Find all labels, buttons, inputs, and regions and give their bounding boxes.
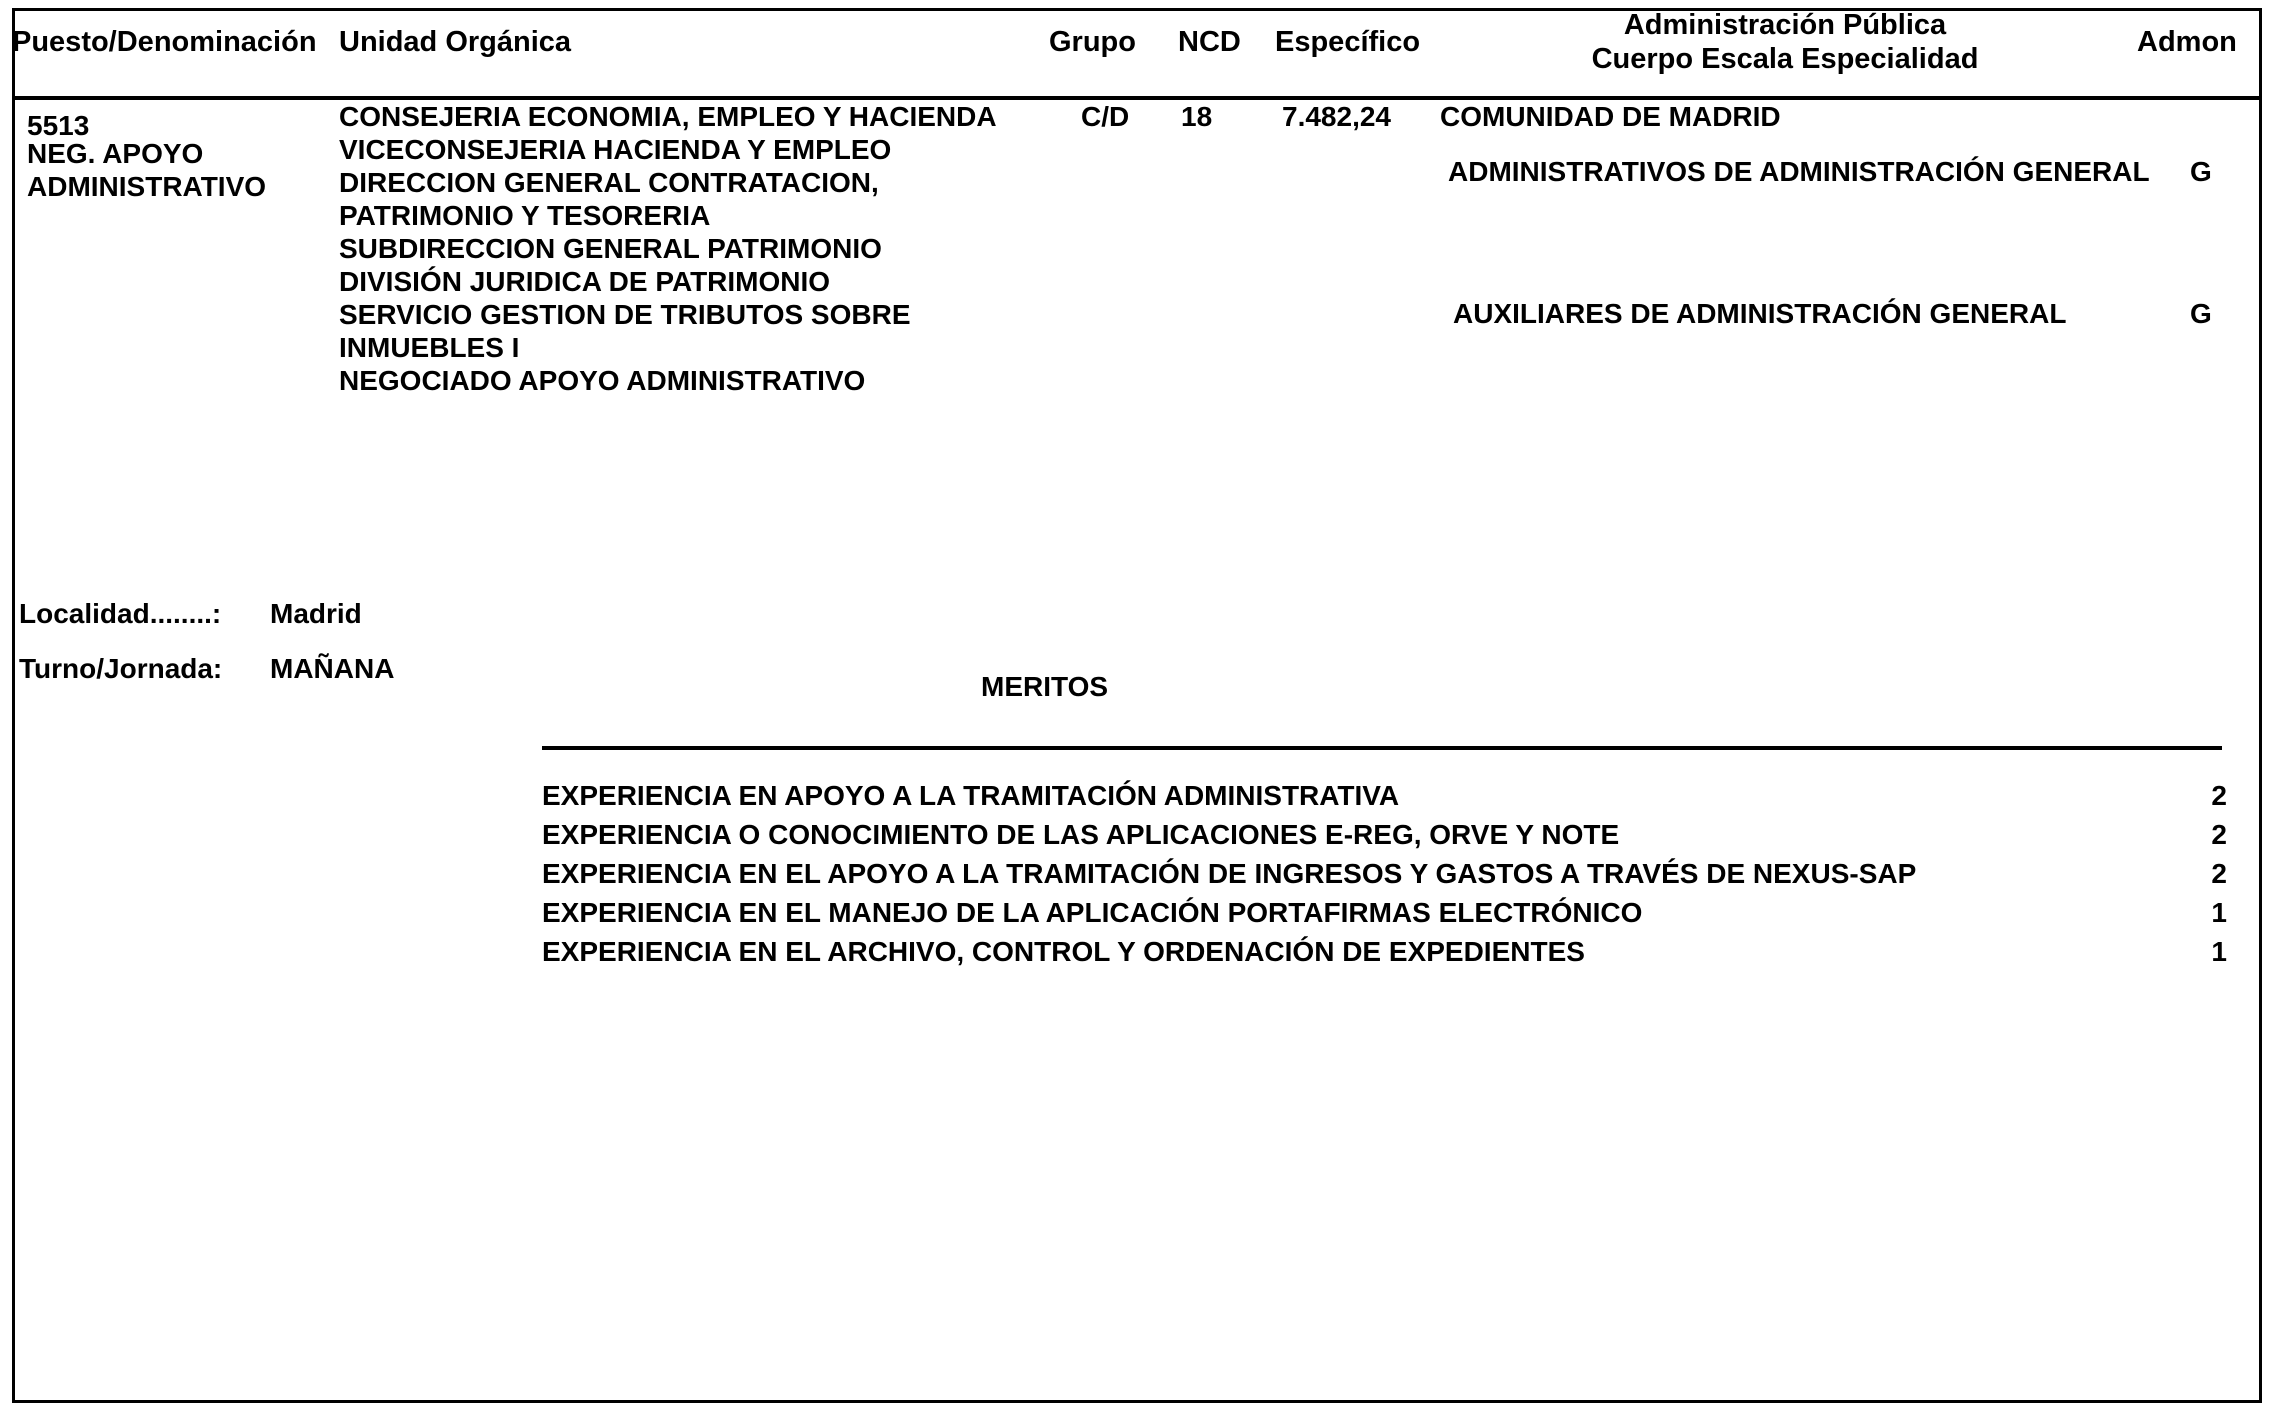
unidad-organica-line: DIRECCION GENERAL CONTRATACION,	[339, 167, 879, 198]
localidad-value: Madrid	[270, 598, 362, 629]
header-puesto: Puesto/Denominación	[12, 26, 317, 58]
turno-value: MAÑANA	[270, 653, 395, 684]
unidad-organica-line: SERVICIO GESTION DE TRIBUTOS SOBRE	[339, 299, 911, 330]
merit-row	[542, 935, 2227, 973]
merit-text: EXPERIENCIA EN EL MANEJO DE LA APLICACIÓN PORTAFIRMAS ELECTRÓNICO	[542, 897, 1643, 928]
merit-row	[542, 779, 2227, 817]
merit-row	[542, 896, 2227, 934]
merit-text: EXPERIENCIA EN APOYO A LA TRAMITACIÓN ADMINISTRATIVA	[542, 780, 1400, 811]
merit-row	[542, 818, 2227, 856]
unidad-organica-line: CONSEJERIA ECONOMIA, EMPLEO Y HACIENDA	[339, 101, 997, 132]
header-admon: Admon	[2137, 26, 2237, 58]
unidad-organica-line: VICECONSEJERIA HACIENDA Y EMPLEO	[339, 134, 892, 165]
merit-score: 2	[2211, 858, 2227, 889]
meritos-divider	[542, 746, 2222, 750]
unidad-organica-line: SUBDIRECCION GENERAL PATRIMONIO	[339, 233, 882, 264]
header-cuerpo: Cuerpo Escala Especialidad	[1591, 43, 1979, 75]
turno-label: Turno/Jornada:	[19, 653, 223, 684]
unidad-organica-line: NEGOCIADO APOYO ADMINISTRATIVO	[339, 365, 866, 396]
unidad-organica-line: PATRIMONIO Y TESORERIA	[339, 200, 711, 231]
merit-text: EXPERIENCIA EN EL ARCHIVO, CONTROL Y ORDENACIÓN DE EXPEDIENTES	[542, 936, 1585, 967]
header-especifico: Específico	[1275, 26, 1421, 58]
ncd-value: 18	[1181, 101, 1213, 132]
merit-row	[542, 857, 2227, 895]
merit-score: 1	[2211, 936, 2227, 967]
meritos-title: MERITOS	[981, 671, 1109, 702]
cuerpo-admon: G	[2190, 156, 2212, 187]
header-ncd: NCD	[1178, 26, 1241, 58]
header-grupo: Grupo	[1049, 26, 1136, 58]
header-unidad: Unidad Orgánica	[339, 26, 572, 58]
puesto-code: 5513	[27, 110, 90, 141]
header-admin-publica: Administración Pública	[1623, 9, 1947, 41]
merit-text: EXPERIENCIA O CONOCIMIENTO DE LAS APLICACIONES E-REG, ORVE Y NOTE	[542, 819, 1620, 850]
unidad-organica	[339, 100, 997, 397]
grupo-value: C/D	[1081, 101, 1130, 132]
cuerpo-name: AUXILIARES DE ADMINISTRACIÓN GENERAL	[1453, 298, 2067, 329]
especifico-value: 7.482,24	[1282, 101, 1391, 132]
merit-score: 2	[2211, 780, 2227, 811]
denominacion-line-1: NEG. APOYO	[27, 138, 204, 169]
unidad-organica-line: INMUEBLES I	[339, 332, 520, 363]
localidad-label: Localidad........:	[19, 598, 222, 629]
administracion-value: COMUNIDAD DE MADRID	[1440, 101, 1781, 132]
cuerpo-admon: G	[2190, 298, 2212, 329]
unidad-organica-line: DIVISIÓN JURIDICA DE PATRIMONIO	[339, 266, 831, 297]
merit-score: 1	[2211, 897, 2227, 928]
merit-score: 2	[2211, 819, 2227, 850]
merit-text: EXPERIENCIA EN EL APOYO A LA TRAMITACIÓN DE INGRESOS Y GASTOS A TRAVÉS DE NEXUS-SAP	[542, 858, 1917, 889]
denominacion-line-2: ADMINISTRATIVO	[27, 171, 267, 202]
cuerpo-name: ADMINISTRATIVOS DE ADMINISTRACIÓN GENERAL	[1448, 156, 2150, 187]
